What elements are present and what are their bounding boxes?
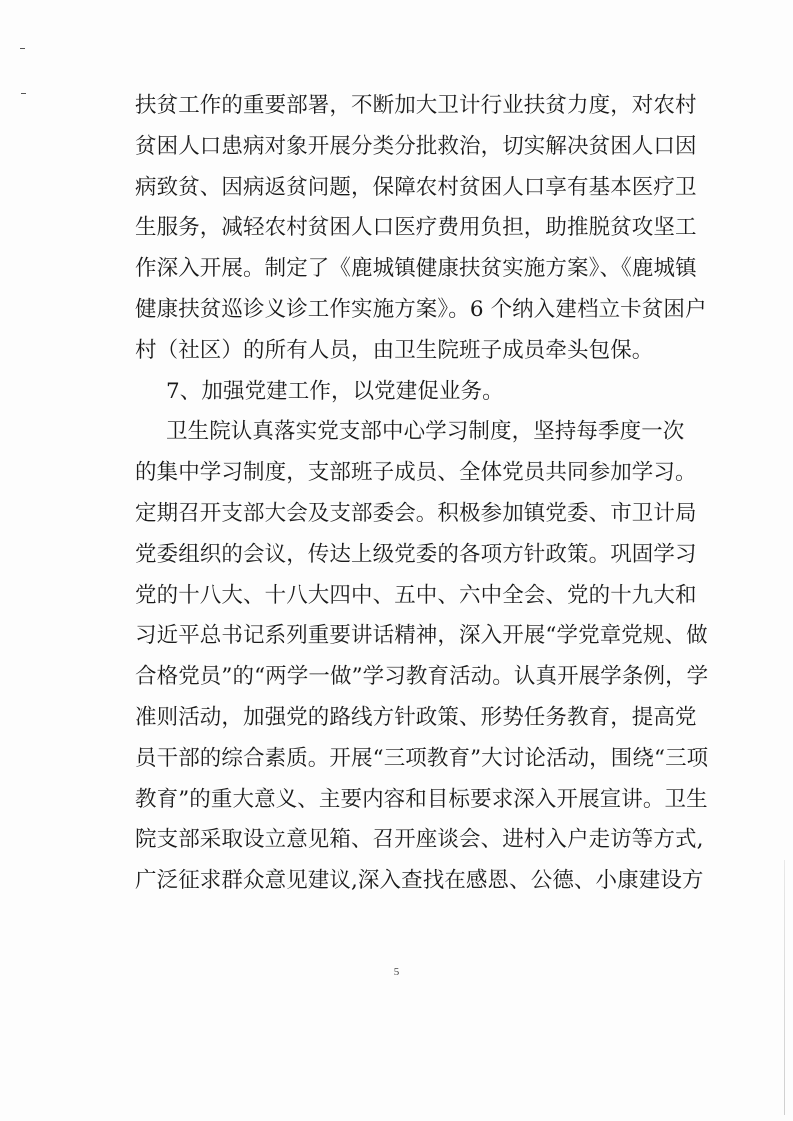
text-line: 村（社区）的所有人员，由卫生院班子成员牵头包保。 bbox=[135, 337, 654, 363]
text-line: 健康扶贫巡诊义诊工作实施方案》。6 个纳入建档立卡贫困户 bbox=[135, 296, 707, 322]
body-text bbox=[135, 86, 709, 902]
text-line: 党委组织的会议，传达上级党委的各项方针政策。巩固学习 bbox=[135, 541, 697, 567]
text-line: 贫困人口患病对象开展分类分批救治，切实解决贫困人口因 bbox=[135, 133, 697, 159]
text-line: 作深入开展。制定了《鹿城镇健康扶贫实施方案》、《鹿城镇 bbox=[135, 256, 697, 282]
text-line: 院支部采取设立意见箱、召开座谈会、进村入户走访等方式, bbox=[135, 827, 704, 853]
scan-mark bbox=[20, 48, 25, 49]
text-line: 习近平总书记系列重要讲话精神，深入开展“学党章党规、做 bbox=[135, 623, 708, 649]
text-line: 员干部的综合素质。开展“三项教育”大讨论活动，围绕“三项 bbox=[135, 745, 709, 771]
scan-mark bbox=[21, 93, 26, 94]
text-line: 的集中学习制度，支部班子成员、全体党员共同参加学习。 bbox=[135, 460, 697, 486]
text-line: 准则活动，加强党的路线方针政策、形势任务教育，提高党 bbox=[135, 704, 697, 730]
text-line: 广泛征求群众意见建议,深入查找在感恩、公德、小康建设方 bbox=[135, 868, 704, 894]
text-line: 合格党员”的“两学一做”学习教育活动。认真开展学条例，学 bbox=[135, 664, 709, 690]
text-line: 教育”的重大意义、主要内容和目标要求深入开展宣讲。卫生 bbox=[135, 786, 708, 812]
page-number: 5 bbox=[393, 966, 400, 978]
text-line: 定期召开支部大会及支部委会。积极参加镇党委、市卫计局 bbox=[135, 500, 697, 526]
scan-edge-shadow bbox=[784, 860, 785, 1115]
text-line: 扶贫工作的重要部署，不断加大卫计行业扶贫力度，对农村 bbox=[135, 93, 697, 118]
text-line: 党的十八大、十八大四中、五中、六中全会、党的十九大和 bbox=[135, 582, 697, 608]
section-heading: 7、加强党建工作，以党建促业务。 bbox=[166, 378, 504, 404]
text-line: 病致贫、因病返贫问题，保障农村贫困人口享有基本医疗卫 bbox=[135, 174, 697, 200]
text-line: 生服务，减轻农村贫困人口医疗费用负担，助推脱贫攻坚工 bbox=[135, 215, 697, 241]
text-line: 卫生院认真落实党支部中心学习制度，坚持每季度一次 bbox=[166, 419, 685, 445]
